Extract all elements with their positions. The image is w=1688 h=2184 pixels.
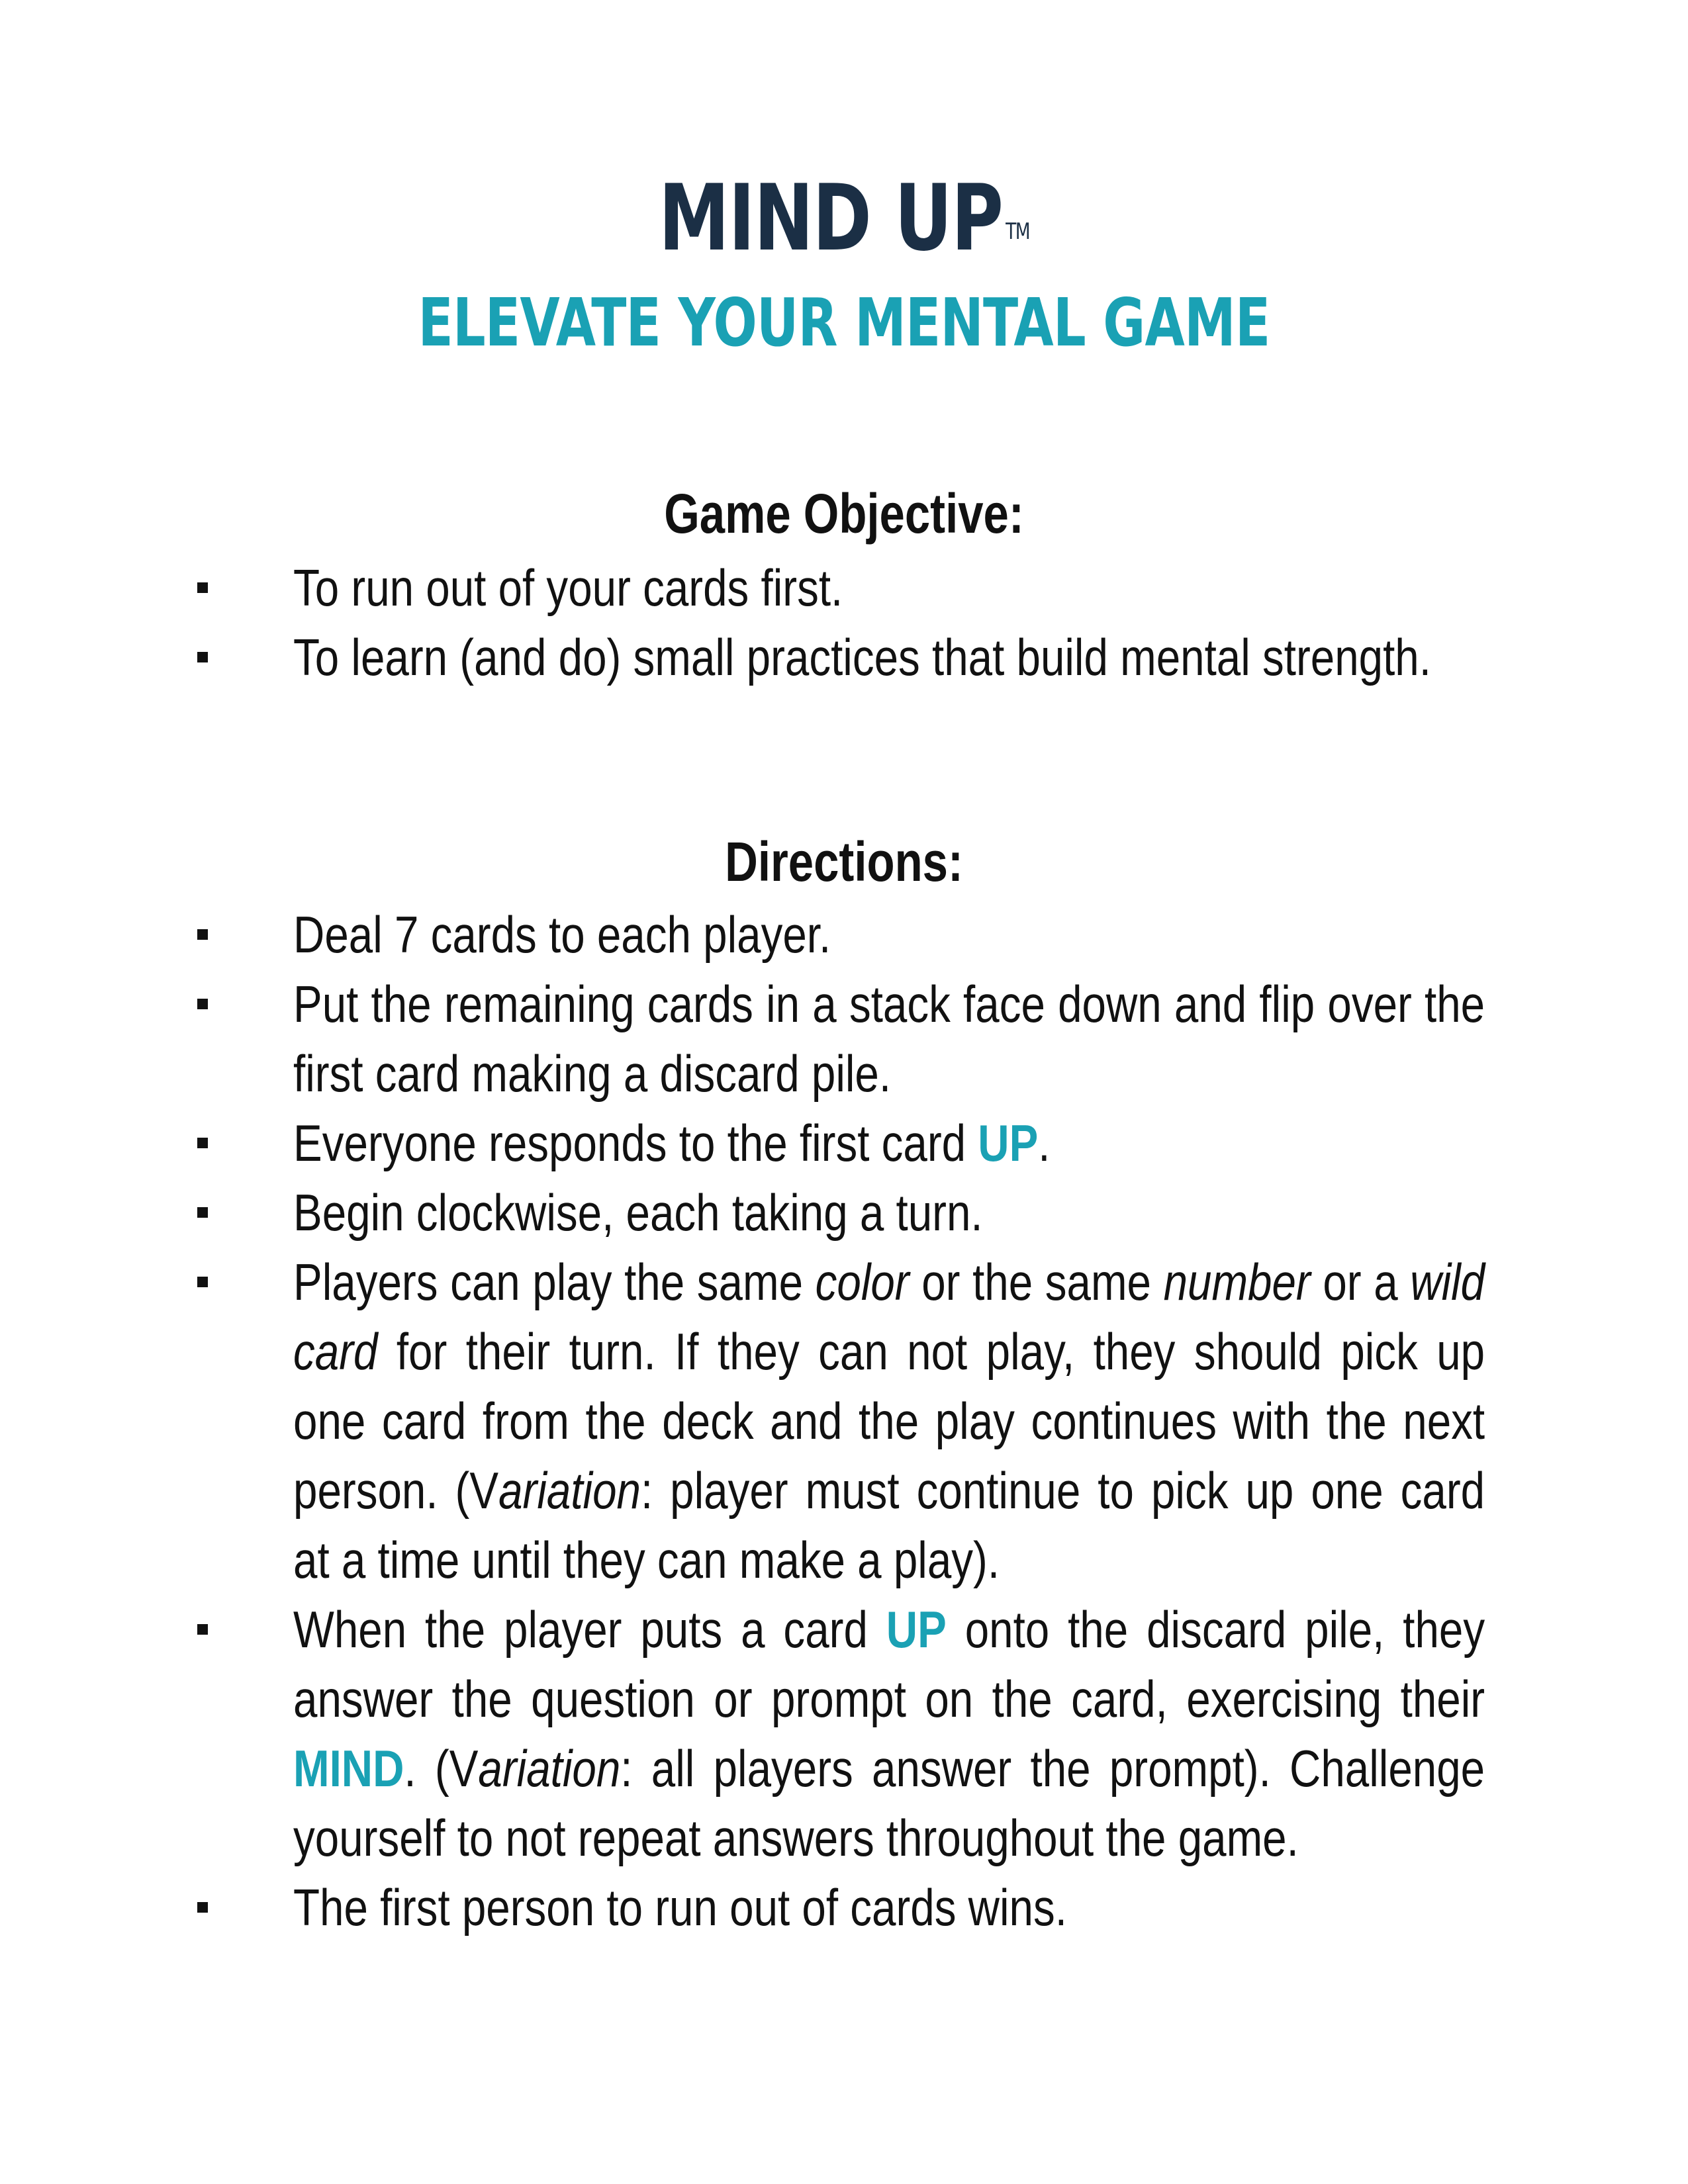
list-item [0, 1109, 1688, 1178]
italic-color: color [815, 1253, 910, 1311]
list-item [0, 1873, 1688, 1942]
text-run: . (V [404, 1739, 479, 1797]
text-run: onto the discard pile, they answer the question or prompt on the card, exercising their [293, 1600, 1485, 1728]
trademark-mark: TM [1006, 218, 1030, 245]
list-item [0, 900, 1688, 970]
list-item [0, 623, 1688, 692]
italic-variation: ariation [498, 1461, 641, 1520]
highlight-mind: MIND [293, 1739, 404, 1797]
game-title-text: MIND UP [658, 165, 1003, 271]
direction-item-text: The first person to run out of cards wins. [293, 1878, 1067, 1936]
italic-wild-card: wild card [293, 1253, 1485, 1381]
text-run: . [1038, 1114, 1051, 1172]
text-run: for their turn. If they can not play, they should pick up one card from the deck and the play continues with the next person. (V [293, 1322, 1485, 1520]
list-item [0, 970, 1688, 1109]
bullet-icon [197, 1138, 208, 1148]
list-item [0, 553, 1688, 623]
list-item [0, 1178, 1688, 1248]
highlight-up: UP [886, 1600, 947, 1659]
direction-item-text: Begin clockwise, each taking a turn. [293, 1183, 983, 1242]
text-run: : all players answer the prompt). Challenge yourself to not repeat answers throughout the game. [293, 1739, 1485, 1867]
text-run: : player must continue to pick up one card at a time until they can make a play). [293, 1461, 1485, 1589]
objective-heading: Game Objective: [664, 482, 1024, 545]
bullet-icon [197, 999, 208, 1009]
directions-list [0, 900, 1688, 1942]
objective-item-text: To learn (and do) small practices that build mental strength. [293, 628, 1431, 686]
direction-item-text [293, 1109, 1485, 1178]
bullet-icon [197, 652, 208, 662]
list-item [0, 1595, 1688, 1873]
bullet-icon [197, 582, 208, 593]
text-run: Players can play the same [293, 1253, 816, 1311]
bullet-icon [197, 1902, 208, 1913]
objective-item-text: To run out of your cards first. [293, 559, 843, 617]
game-title [186, 165, 1503, 271]
italic-variation: ariation [478, 1739, 621, 1797]
direction-item-text: Deal 7 cards to each player. [293, 905, 831, 964]
highlight-up: UP [978, 1114, 1039, 1172]
bullet-icon [197, 1624, 208, 1635]
objective-list [0, 553, 1688, 692]
bullet-icon [197, 1207, 208, 1218]
direction-item-text [293, 1595, 1485, 1873]
bullet-icon [197, 1277, 208, 1287]
text-run: or a [1310, 1253, 1411, 1311]
italic-number: number [1163, 1253, 1311, 1311]
text-run: or the same [909, 1253, 1164, 1311]
direction-item-text: Put the remaining cards in a stack face down and flip over the first card making a discard pile. [293, 975, 1485, 1103]
game-tagline: ELEVATE YOUR MENTAL GAME [418, 284, 1270, 361]
list-item [0, 1248, 1688, 1595]
direction-item-text [293, 1248, 1485, 1595]
text-run: When the player puts a card [293, 1600, 886, 1659]
directions-heading: Directions: [725, 831, 963, 893]
bullet-icon [197, 929, 208, 940]
text-run: Everyone responds to the first card [293, 1114, 978, 1172]
